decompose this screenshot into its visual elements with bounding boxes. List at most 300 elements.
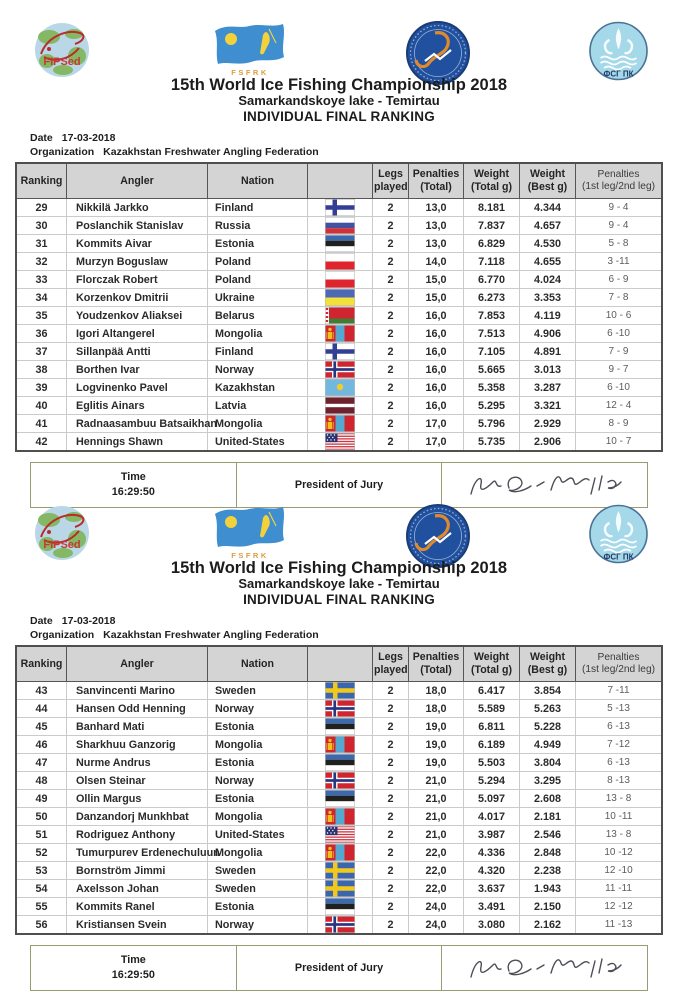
column-header-angler: Angler <box>67 163 208 199</box>
flag-icon <box>325 790 355 807</box>
legs-cell: 2 <box>373 898 409 916</box>
penalties-total-cell: 22,0 <box>409 862 464 880</box>
ranking-cell: 52 <box>16 844 67 862</box>
ranking-cell: 30 <box>16 217 67 235</box>
flag-mongolia <box>308 808 373 826</box>
president-signature <box>459 951 631 985</box>
weight-best-cell: 3.287 <box>520 379 576 397</box>
flag-norway <box>308 916 373 935</box>
title-block <box>0 76 678 124</box>
flag-poland <box>308 271 373 289</box>
flag-estonia <box>308 754 373 772</box>
weight-best-cell: 4.024 <box>520 271 576 289</box>
ranking-cell: 51 <box>16 826 67 844</box>
penalties-total-cell: 24,0 <box>409 898 464 916</box>
ranking-row <box>16 235 662 253</box>
ranking-table-header <box>16 163 662 199</box>
ranking-row <box>16 754 662 772</box>
penalties-legs-cell: 9 - 7 <box>576 361 663 379</box>
angler-cell: Igori Altangerel <box>67 325 208 343</box>
penalties-total-cell: 16,0 <box>409 343 464 361</box>
weight-total-cell: 8.181 <box>464 199 520 217</box>
ranking-row <box>16 289 662 307</box>
flag-finland <box>308 199 373 217</box>
ranking-cell: 54 <box>16 880 67 898</box>
ranking-row <box>16 718 662 736</box>
flag-icon <box>325 325 355 342</box>
penalties-total-cell: 15,0 <box>409 271 464 289</box>
organization-value: Kazakhstan Freshwater Angling Federation <box>103 146 319 159</box>
ranking-row <box>16 217 662 235</box>
flag-mongolia <box>308 844 373 862</box>
weight-best-cell: 4.530 <box>520 235 576 253</box>
nation-cell: Estonia <box>208 898 308 916</box>
legs-cell: 2 <box>373 307 409 325</box>
ranking-row <box>16 808 662 826</box>
legs-cell: 2 <box>373 826 409 844</box>
date-label: Date <box>30 615 53 628</box>
fsfrk-flag-logo <box>210 503 290 563</box>
column-header-penalties-total: Penalties (Total) <box>409 163 464 199</box>
penalties-legs-cell: 11 -11 <box>576 880 663 898</box>
championship-title: 15th World Ice Fishing Championship 2018 <box>170 76 508 94</box>
ranking-row <box>16 433 662 452</box>
flag-icon <box>325 307 355 324</box>
legs-cell: 2 <box>373 397 409 415</box>
legs-cell: 2 <box>373 433 409 452</box>
nation-cell: Kazakhstan <box>208 379 308 397</box>
angler-cell: Nurme Andrus <box>67 754 208 772</box>
penalties-legs-cell: 7 -12 <box>576 736 663 754</box>
legs-cell: 2 <box>373 700 409 718</box>
column-header-ranking: Ranking <box>16 163 67 199</box>
flag-norway <box>308 772 373 790</box>
weight-best-cell: 4.891 <box>520 343 576 361</box>
weight-best-cell: 1.943 <box>520 880 576 898</box>
ranking-row <box>16 898 662 916</box>
flag-russia <box>308 217 373 235</box>
flag-united-states <box>308 433 373 452</box>
angler-cell: Sanvincenti Marino <box>67 682 208 700</box>
weight-total-cell: 5.796 <box>464 415 520 433</box>
time-value: 16:29:50 <box>111 969 155 982</box>
weight-total-cell: 7.105 <box>464 343 520 361</box>
weight-total-cell: 4.320 <box>464 862 520 880</box>
penalties-legs-cell: 13 - 8 <box>576 826 663 844</box>
angler-cell: Bornström Jimmi <box>67 862 208 880</box>
time-value: 16:29:50 <box>111 486 155 499</box>
penalties-total-cell: 16,0 <box>409 397 464 415</box>
weight-total-cell: 7.118 <box>464 253 520 271</box>
weight-best-cell: 3.854 <box>520 682 576 700</box>
penalties-total-cell: 22,0 <box>409 844 464 862</box>
penalties-legs-cell: 6 -13 <box>576 718 663 736</box>
flag-icon <box>325 898 355 915</box>
ranking-cell: 36 <box>16 325 67 343</box>
president-of-jury-cell: President of Jury <box>236 463 442 508</box>
ranking-row <box>16 343 662 361</box>
date-value: 17-03-2018 <box>61 132 116 145</box>
flag-icon <box>325 916 355 933</box>
fipsed-logo <box>30 20 94 82</box>
legs-cell: 2 <box>373 343 409 361</box>
weight-total-cell: 5.295 <box>464 397 520 415</box>
penalties-total-cell: 21,0 <box>409 826 464 844</box>
weight-total-cell: 7.853 <box>464 307 520 325</box>
nation-cell: Mongolia <box>208 808 308 826</box>
weight-total-cell: 5.665 <box>464 361 520 379</box>
ranking-cell: 45 <box>16 718 67 736</box>
ranking-cell: 49 <box>16 790 67 808</box>
ranking-page <box>0 487 678 982</box>
penalties-legs-cell: 8 -13 <box>576 772 663 790</box>
weight-best-cell: 5.263 <box>520 700 576 718</box>
ranking-row <box>16 826 662 844</box>
flag-icon <box>325 736 355 753</box>
ranking-cell: 50 <box>16 808 67 826</box>
logos-row <box>0 503 678 565</box>
penalties-legs-cell: 10 -11 <box>576 808 663 826</box>
penalties-total-cell: 18,0 <box>409 682 464 700</box>
column-header-angler: Angler <box>67 646 208 682</box>
weight-best-cell: 5.228 <box>520 718 576 736</box>
penalties-legs-cell: 7 - 9 <box>576 343 663 361</box>
weight-total-cell: 5.294 <box>464 772 520 790</box>
ranking-row <box>16 253 662 271</box>
ranking-subtitle: INDIVIDUAL FINAL RANKING <box>243 592 435 608</box>
penalties-legs-cell: 5 -13 <box>576 700 663 718</box>
ranking-cell: 47 <box>16 754 67 772</box>
meta-block <box>30 614 678 642</box>
column-header-legs-played: Legs played <box>373 646 409 682</box>
weight-best-cell: 3.353 <box>520 289 576 307</box>
penalties-legs-cell: 6 -10 <box>576 325 663 343</box>
legs-cell: 2 <box>373 199 409 217</box>
weight-best-cell: 3.013 <box>520 361 576 379</box>
flag-united-states <box>308 826 373 844</box>
penalties-total-cell: 21,0 <box>409 772 464 790</box>
weight-best-cell: 2.150 <box>520 898 576 916</box>
ranking-row <box>16 700 662 718</box>
angler-cell: Borthen Ivar <box>67 361 208 379</box>
weight-best-cell: 4.906 <box>520 325 576 343</box>
date-line <box>30 131 678 145</box>
nation-cell: Mongolia <box>208 736 308 754</box>
weight-best-cell: 2.162 <box>520 916 576 935</box>
weight-best-cell: 4.344 <box>520 199 576 217</box>
time-label: Time <box>120 471 146 484</box>
legs-cell: 2 <box>373 217 409 235</box>
ranking-cell: 46 <box>16 736 67 754</box>
time-cell <box>31 946 237 991</box>
penalties-legs-cell: 10 -12 <box>576 844 663 862</box>
weight-total-cell: 6.189 <box>464 736 520 754</box>
weight-total-cell: 3.491 <box>464 898 520 916</box>
weight-best-cell: 3.295 <box>520 772 576 790</box>
angler-cell: Poslanchik Stanislav <box>67 217 208 235</box>
penalties-total-cell: 13,0 <box>409 199 464 217</box>
nation-cell: Belarus <box>208 307 308 325</box>
nation-cell: Estonia <box>208 754 308 772</box>
weight-total-cell: 4.336 <box>464 844 520 862</box>
angler-cell: Rodriguez Anthony <box>67 826 208 844</box>
angler-cell: Sillanpää Antti <box>67 343 208 361</box>
legs-cell: 2 <box>373 736 409 754</box>
weight-total-cell: 3.987 <box>464 826 520 844</box>
flag-icon <box>325 718 355 735</box>
ranking-row <box>16 682 662 700</box>
logos-row <box>0 20 678 82</box>
legs-cell: 2 <box>373 253 409 271</box>
flag-kazakhstan <box>308 379 373 397</box>
penalties-total-cell: 13,0 <box>409 235 464 253</box>
organization-label: Organization <box>30 629 95 642</box>
penalties-total-cell: 16,0 <box>409 379 464 397</box>
weight-best-cell: 4.119 <box>520 307 576 325</box>
fsfrk-label: FSFRK <box>230 551 269 560</box>
legs-cell: 2 <box>373 682 409 700</box>
angler-cell: Murzyn Boguslaw <box>67 253 208 271</box>
column-header-ranking: Ranking <box>16 646 67 682</box>
weight-best-cell: 2.546 <box>520 826 576 844</box>
nation-cell: Norway <box>208 700 308 718</box>
legs-cell: 2 <box>373 361 409 379</box>
fsg-pk-logo <box>587 503 650 565</box>
penalties-total-cell: 22,0 <box>409 880 464 898</box>
president-of-jury-cell: President of Jury <box>236 946 442 991</box>
nation-cell: Russia <box>208 217 308 235</box>
penalties-total-cell: 21,0 <box>409 808 464 826</box>
legs-cell: 2 <box>373 271 409 289</box>
angler-cell: Axelsson Johan <box>67 880 208 898</box>
column-header-flag <box>308 646 373 682</box>
legs-cell: 2 <box>373 772 409 790</box>
penalties-legs-cell: 6 -13 <box>576 754 663 772</box>
penalties-total-cell: 16,0 <box>409 307 464 325</box>
flag-mongolia <box>308 325 373 343</box>
nation-cell: Norway <box>208 772 308 790</box>
column-header-weight-total: Weight (Total g) <box>464 163 520 199</box>
weight-best-cell: 2.929 <box>520 415 576 433</box>
legs-cell: 2 <box>373 754 409 772</box>
flag-icon <box>325 433 355 450</box>
penalties-legs-cell: 10 - 6 <box>576 307 663 325</box>
nation-cell: Mongolia <box>208 844 308 862</box>
flag-icon <box>325 361 355 378</box>
flag-icon <box>325 772 355 789</box>
ranking-row <box>16 199 662 217</box>
penalties-total-cell: 16,0 <box>409 325 464 343</box>
penalties-legs-cell: 3 -11 <box>576 253 663 271</box>
column-header-weight-best: Weight (Best g) <box>520 646 576 682</box>
ranking-cell: 33 <box>16 271 67 289</box>
penalties-total-cell: 18,0 <box>409 700 464 718</box>
ranking-row <box>16 271 662 289</box>
angler-cell: Korzenkov Dmitrii <box>67 289 208 307</box>
angler-cell: Logvinenko Pavel <box>67 379 208 397</box>
angler-cell: Kommits Aivar <box>67 235 208 253</box>
flag-sweden <box>308 880 373 898</box>
ranking-row <box>16 379 662 397</box>
angler-cell: Kristiansen Svein <box>67 916 208 935</box>
ranking-cell: 44 <box>16 700 67 718</box>
flag-icon <box>325 682 355 699</box>
ranking-cell: 35 <box>16 307 67 325</box>
penalties-total-cell: 19,0 <box>409 754 464 772</box>
ranking-cell: 48 <box>16 772 67 790</box>
organization-label: Organization <box>30 146 95 159</box>
ranking-cell: 40 <box>16 397 67 415</box>
legs-cell: 2 <box>373 916 409 935</box>
flag-icon <box>325 844 355 861</box>
ranking-cell: 38 <box>16 361 67 379</box>
date-label: Date <box>30 132 53 145</box>
ranking-cell: 41 <box>16 415 67 433</box>
penalties-total-cell: 21,0 <box>409 790 464 808</box>
fsg-pk-label: ФСГ ПК <box>603 69 634 79</box>
penalties-legs-cell: 12 -12 <box>576 898 663 916</box>
penalties-legs-cell: 7 -11 <box>576 682 663 700</box>
column-header-penalties-total: Penalties (Total) <box>409 646 464 682</box>
ranking-row <box>16 397 662 415</box>
column-header-flag <box>308 163 373 199</box>
nation-cell: Sweden <box>208 682 308 700</box>
venue-subtitle: Samarkandskoye lake - Temirtau <box>238 576 440 592</box>
weight-total-cell: 3.080 <box>464 916 520 935</box>
flag-icon <box>325 253 355 270</box>
flag-icon <box>325 379 355 396</box>
flag-estonia <box>308 790 373 808</box>
nation-cell: Norway <box>208 361 308 379</box>
ranking-cell: 32 <box>16 253 67 271</box>
nation-cell: Estonia <box>208 790 308 808</box>
ranking-row <box>16 361 662 379</box>
nation-cell: Norway <box>208 916 308 935</box>
weight-total-cell: 6.770 <box>464 271 520 289</box>
legs-cell: 2 <box>373 808 409 826</box>
weight-total-cell: 5.735 <box>464 433 520 452</box>
column-header-penalties-legs: Penalties (1st leg/2nd leg) <box>576 646 663 682</box>
flag-icon <box>325 343 355 360</box>
penalties-total-cell: 13,0 <box>409 217 464 235</box>
column-header-penalties-legs: Penalties (1st leg/2nd leg) <box>576 163 663 199</box>
ranking-table <box>15 162 663 452</box>
weight-total-cell: 4.017 <box>464 808 520 826</box>
weight-best-cell: 3.321 <box>520 397 576 415</box>
penalties-total-cell: 16,0 <box>409 361 464 379</box>
nation-cell: Estonia <box>208 235 308 253</box>
date-line <box>30 614 678 628</box>
column-header-weight-total: Weight (Total g) <box>464 646 520 682</box>
penalties-legs-cell: 6 -10 <box>576 379 663 397</box>
nation-cell: Mongolia <box>208 415 308 433</box>
fsfrk-flag-logo <box>210 20 290 80</box>
penalties-total-cell: 17,0 <box>409 433 464 452</box>
flag-icon <box>325 862 355 879</box>
weight-total-cell: 6.829 <box>464 235 520 253</box>
flag-icon <box>325 235 355 252</box>
weight-total-cell: 6.811 <box>464 718 520 736</box>
weight-best-cell: 2.608 <box>520 790 576 808</box>
angler-cell: Sharkhuu Ganzorig <box>67 736 208 754</box>
organization-value: Kazakhstan Freshwater Angling Federation <box>103 629 319 642</box>
nation-cell: Mongolia <box>208 325 308 343</box>
ranking-cell: 55 <box>16 898 67 916</box>
weight-best-cell: 4.655 <box>520 253 576 271</box>
nation-cell: United-States <box>208 826 308 844</box>
fipsed-logo <box>30 503 94 565</box>
ranking-cell: 29 <box>16 199 67 217</box>
nation-cell: Sweden <box>208 862 308 880</box>
legs-cell: 2 <box>373 718 409 736</box>
ranking-table <box>15 645 663 935</box>
weight-total-cell: 5.503 <box>464 754 520 772</box>
ranking-table-header <box>16 646 662 682</box>
penalties-legs-cell: 5 - 8 <box>576 235 663 253</box>
fsfrk-label: FSFRK <box>230 68 269 77</box>
penalties-total-cell: 19,0 <box>409 736 464 754</box>
penalties-legs-cell: 10 - 7 <box>576 433 663 452</box>
angler-cell: Radnaasambuu Batsaikhan <box>67 415 208 433</box>
ranking-row <box>16 772 662 790</box>
ranking-cell: 43 <box>16 682 67 700</box>
legs-cell: 2 <box>373 289 409 307</box>
weight-total-cell: 6.273 <box>464 289 520 307</box>
weight-best-cell: 2.906 <box>520 433 576 452</box>
ranking-row <box>16 415 662 433</box>
angler-cell: Danzandorj Munkhbat <box>67 808 208 826</box>
flag-sweden <box>308 682 373 700</box>
flag-icon <box>325 415 355 432</box>
penalties-total-cell: 24,0 <box>409 916 464 935</box>
penalties-total-cell: 19,0 <box>409 718 464 736</box>
angler-cell: Olsen Steinar <box>67 772 208 790</box>
flag-icon <box>325 700 355 717</box>
jury-footer <box>30 945 648 991</box>
legs-cell: 2 <box>373 862 409 880</box>
legs-cell: 2 <box>373 415 409 433</box>
column-header-weight-best: Weight (Best g) <box>520 163 576 199</box>
ranking-row <box>16 916 662 935</box>
venue-subtitle: Samarkandskoye lake - Temirtau <box>238 93 440 109</box>
weight-total-cell: 5.589 <box>464 700 520 718</box>
signature-cell <box>442 946 648 991</box>
weight-total-cell: 7.837 <box>464 217 520 235</box>
angler-cell: Hennings Shawn <box>67 433 208 452</box>
angler-cell: Florczak Robert <box>67 271 208 289</box>
flag-norway <box>308 700 373 718</box>
ranking-cell: 34 <box>16 289 67 307</box>
penalties-legs-cell: 9 - 4 <box>576 199 663 217</box>
flag-sweden <box>308 862 373 880</box>
flag-icon <box>325 808 355 825</box>
organization-line <box>30 628 678 642</box>
angler-cell: Kommits Ranel <box>67 898 208 916</box>
penalties-total-cell: 14,0 <box>409 253 464 271</box>
legs-cell: 2 <box>373 880 409 898</box>
ranking-row <box>16 790 662 808</box>
championship-title: 15th World Ice Fishing Championship 2018 <box>170 559 508 577</box>
nation-cell: Finland <box>208 199 308 217</box>
ranking-cell: 56 <box>16 916 67 935</box>
time-label: Time <box>120 954 146 967</box>
ranking-cell: 37 <box>16 343 67 361</box>
weight-best-cell: 2.181 <box>520 808 576 826</box>
angler-cell: Nikkilä Jarkko <box>67 199 208 217</box>
flag-finland <box>308 343 373 361</box>
ranking-row <box>16 307 662 325</box>
angler-cell: Banhard Mati <box>67 718 208 736</box>
